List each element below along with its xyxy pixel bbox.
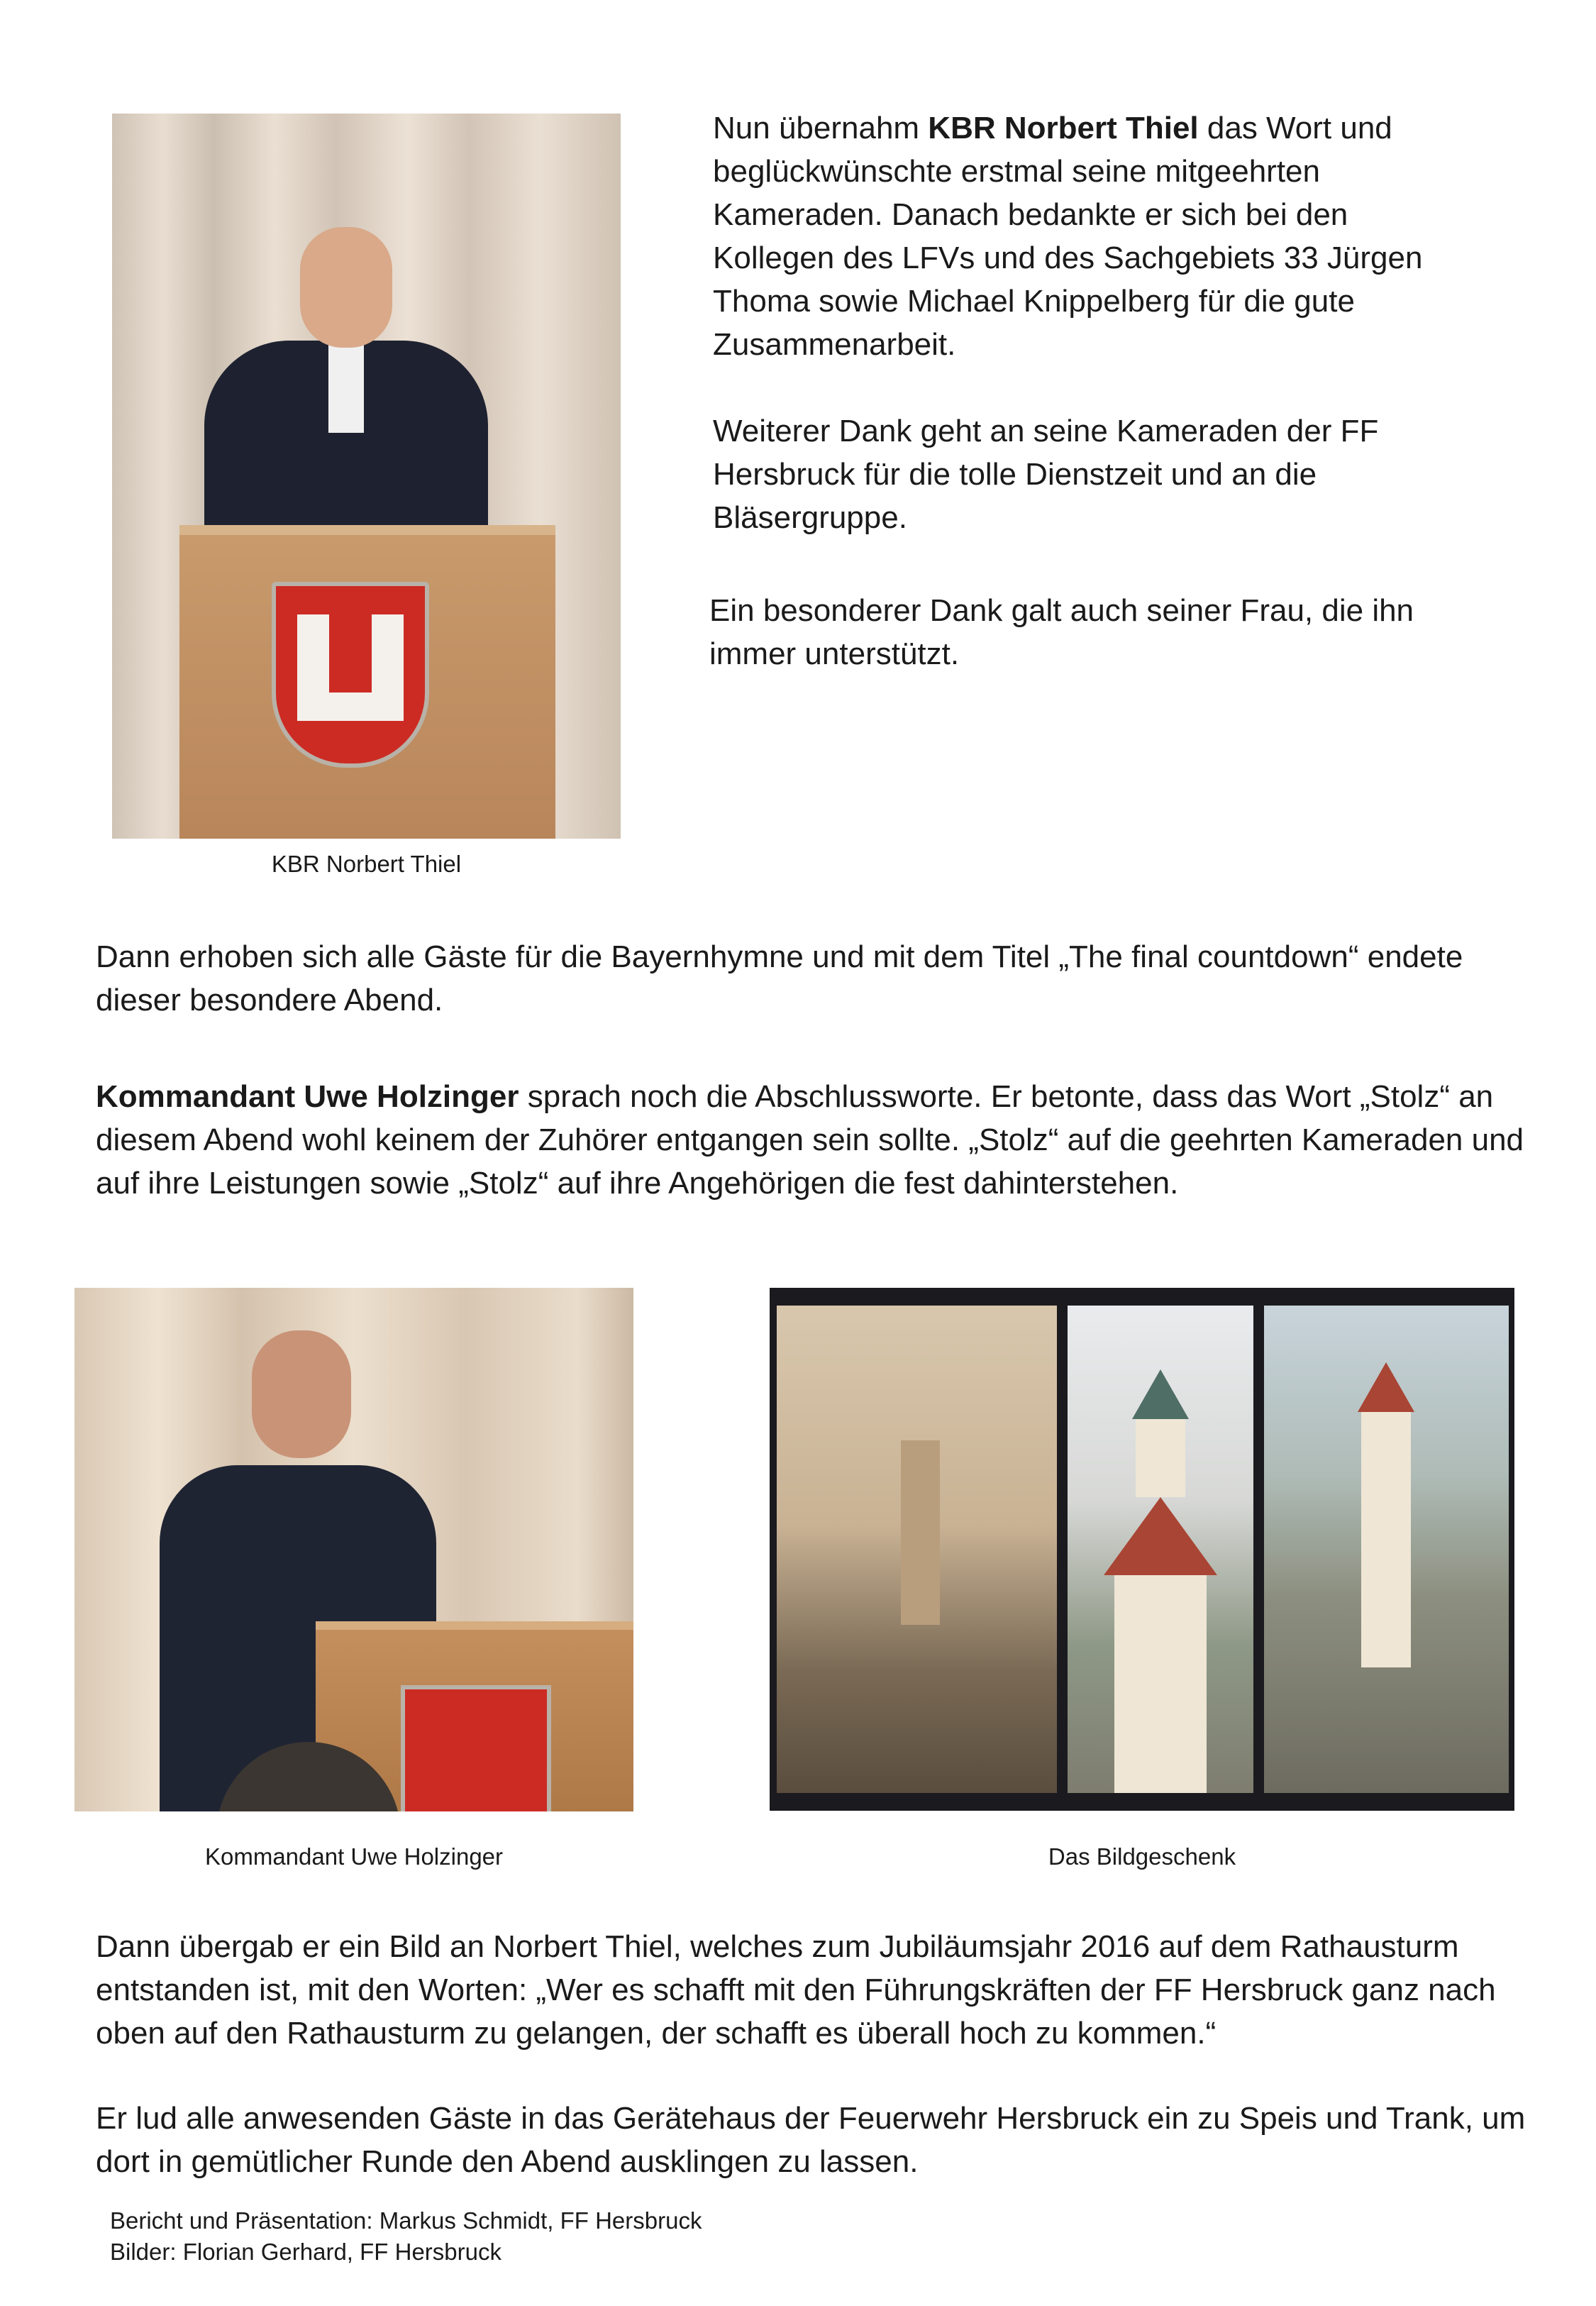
caption-photo-3: Das Bildgeschenk [1048, 1843, 1236, 1870]
credits [110, 2205, 1103, 2268]
bold-kommandant-name: Kommandant Uwe Holzinger [96, 1079, 519, 1114]
speaker-head [300, 227, 392, 348]
paragraph-abschlussworte: Kommandant Uwe Holzinger sprach noch die Abschlussworte. Er betonte, dass das Wort „Stolz“ an diesem Abend wohl keinem der Zuhörer entgangen sein sollte. „Stolz“ auf die geehrten Kameraden und auf ihre Leistungen sowie „Stolz“ auf ihre Angehörigen die fest dahinterstehen. [96, 1079, 1524, 1201]
panel-townhall-square [1264, 1306, 1509, 1793]
panel-townhall-tower [1068, 1306, 1253, 1793]
credit-photos: Bilder: Florian Gerhard, FF Hersbruck [110, 2239, 501, 2265]
caption-photo-1: KBR Norbert Thiel [271, 851, 462, 877]
paragraph-einladung: Er lud alle anwesenden Gäste in das Gerätehaus der Feuerwehr Hersbruck ein zu Speis und Trank, um dort in gemütlicher Runde den Abend ausklingen zu lassen. [96, 2101, 1526, 2179]
top-text-block [709, 106, 1451, 675]
bold-kbr-name: KBR Norbert Thiel [928, 111, 1199, 145]
speaker-shirt [328, 341, 364, 433]
panel-historic-townhall [777, 1306, 1057, 1793]
hersbruck-crest-icon [401, 1685, 551, 1811]
paragraph-bildgeschenk: Dann übergab er ein Bild an Norbert Thiel, welches zum Jubiläumsjahr 2016 auf dem Rathausturm entstanden ist, mit den Worten: „Wer es schafft mit den Führungskräften der FF Hersbruck ganz nach oben auf den Rathausturm zu gelangen, der schafft es überall hoch zu kommen.“ [96, 1929, 1496, 2051]
photo-kommandant-uwe-holzinger [74, 1288, 633, 1811]
photo-bildgeschenk [770, 1288, 1514, 1811]
credit-report: Bericht und Präsentation: Markus Schmidt, FF Hersbruck [110, 2207, 702, 2234]
paragraph-kbr-intro: Nun übernahm KBR Norbert Thiel das Wort und beglückwünschte erstmal seine mitgeehrten Kameraden. Danach bedankte er sich bei den Kollegen des LFVs und des Sachgebiets 33 Jürgen Thoma sowie Michael Knippelberg für die gute Zusammenarbeit. [713, 111, 1423, 362]
hersbruck-crest-icon [272, 582, 429, 768]
speaker-head [252, 1330, 351, 1458]
paragraph-thanks-ff: Weiterer Dank geht an seine Kameraden der FF Hersbruck für die tolle Dienstzeit und an die Bläsergruppe. [713, 414, 1379, 535]
paragraph-thanks-wife: Ein besonderer Dank galt auch seiner Frau, die ihn immer unterstützt. [709, 593, 1414, 671]
paragraph-bayernhymne: Dann erhoben sich alle Gäste für die Bayernhymne und mit dem Titel „The final countdown“ endete dieser besondere Abend. [96, 939, 1463, 1017]
caption-photo-2: Kommandant Uwe Holzinger [204, 1843, 504, 1870]
photo-kbr-norbert-thiel [112, 114, 621, 839]
